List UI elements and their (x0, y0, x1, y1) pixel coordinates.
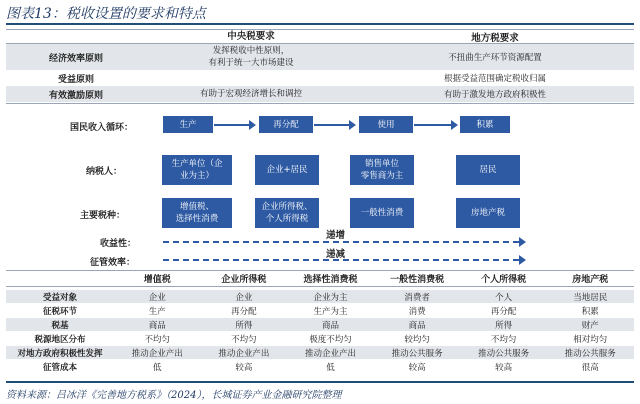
title-divider (6, 23, 634, 25)
header-property-tax: 房地产税 (572, 275, 609, 285)
label-revenue: 收益性： (100, 239, 137, 249)
table-cell: 低 (153, 362, 162, 373)
table-row (6, 318, 634, 331)
table-line (6, 103, 634, 104)
efficiency-trend-arrow (163, 259, 519, 261)
row-label: 税基 (51, 320, 69, 331)
taxpayer-box-production (162, 155, 232, 185)
table-cell: 较高 (408, 362, 426, 373)
table-cell: 再分配 (490, 306, 517, 317)
table-cell: 推动公共服务 (391, 348, 443, 359)
table-cell: 极度不均匀 (309, 334, 352, 345)
box-line: 选择性消费 (175, 214, 219, 224)
header-central-tax: 中央税要求 (227, 30, 275, 42)
table-cell: 推动企业产出 (304, 348, 356, 359)
box-line: 销售单位 (364, 159, 399, 169)
table-cell: 相对均匀 (573, 334, 608, 345)
table-cell: 推动企业产出 (218, 348, 270, 359)
label-efficiency: 征管效率： (90, 258, 136, 268)
row-label: 经济效率原则 (48, 53, 103, 64)
table-row (6, 332, 634, 345)
table-row (6, 304, 634, 317)
table-cell: 当地居民 (573, 292, 608, 303)
table-cell: 商品 (321, 320, 339, 331)
table-cell: 不均匀 (490, 334, 517, 345)
local-cell: 有助于激发地方政府积极性 (443, 90, 546, 100)
table-cell: 推动公共服务 (478, 348, 530, 359)
table-cell: 商品 (148, 320, 166, 331)
source-note: 资料来源：吕冰洋《完善地方税系》（2024），长城证券产业金融研究院整理 (6, 390, 342, 401)
footer-divider (6, 381, 634, 383)
table-row (6, 86, 634, 102)
table-cell: 消费 (408, 306, 426, 317)
tax-table-header (6, 272, 634, 285)
efficiency-trend-text: 递减 (326, 249, 346, 260)
table-cell: 企业 (148, 292, 166, 303)
table-row (6, 290, 634, 303)
tax-box-production (162, 198, 232, 228)
table-cell: 个人 (495, 292, 513, 303)
table-cell: 较高 (235, 362, 253, 373)
box-line: 企业所得税、 (261, 202, 313, 212)
table-cell: 积累 (581, 306, 599, 317)
header-corporate-income-tax: 企业所得税 (221, 275, 267, 285)
table-cell: 再分配 (231, 306, 257, 317)
flow-arrow (414, 124, 452, 126)
row-label: 对地方政府积极性发挥 (17, 348, 103, 359)
box-line: 零售商为主 (360, 171, 404, 181)
revenue-trend-arrow (163, 241, 519, 243)
taxpayer-box-redistribution: 企业+居民 (255, 155, 319, 185)
table-cell: 很高 (581, 362, 599, 373)
tax-box-redistribution (255, 198, 319, 228)
row-label: 有效激励原则 (48, 90, 103, 101)
box-line: 生产单位（企 (171, 159, 223, 169)
tax-box-usage: 一般性消费 (350, 198, 414, 228)
header-selective-consumption-tax: 选择性消费税 (303, 275, 358, 285)
arrow-head (519, 255, 526, 265)
central-cell (146, 45, 356, 69)
label-main-tax: 主要税种： (80, 211, 126, 221)
header-general-consumption-tax: 一般性消费税 (390, 275, 445, 285)
table-cell: 商品 (408, 320, 426, 331)
table-cell: 所得 (235, 320, 253, 331)
table-cell: 较高 (495, 362, 513, 373)
central-text-line: 有利于统一大市场建设 (208, 58, 294, 68)
box-line: 业为主） (179, 171, 214, 181)
header-vat: 增值税 (143, 275, 171, 285)
central-cell: 有助于宏观经济增长和调控 (199, 89, 302, 99)
cycle-box-redistribution: 再分配 (259, 116, 313, 133)
table-cell: 财产 (581, 320, 599, 331)
tax-box-accumulation: 房地产税 (456, 198, 520, 228)
row-label: 征税环节 (42, 306, 77, 317)
row-label: 受益原则 (57, 74, 94, 85)
box-line: 增值税、 (179, 202, 214, 212)
revenue-trend-text: 递增 (326, 230, 346, 241)
row-label: 受益对象 (42, 292, 77, 303)
table-row (6, 70, 634, 86)
row-label: 税源地区分布 (34, 334, 86, 345)
table-cell: 企业为主 (313, 292, 348, 303)
figure-title: 图表13：税收设置的要求和特点 (6, 6, 206, 22)
table-cell: 推动公共服务 (564, 348, 616, 359)
label-taxpayer: 纳税人： (86, 167, 123, 177)
table-cell: 消费者 (404, 292, 430, 303)
central-text-line: 发挥税收中性原则， (212, 46, 290, 56)
table-header-row (6, 30, 634, 43)
table-row (6, 360, 634, 373)
taxpayer-box-usage (350, 155, 414, 185)
table-cell: 推动企业产出 (131, 348, 183, 359)
table-cell: 生产 (148, 306, 166, 317)
local-cell: 根据受益范围确定税收归属 (443, 74, 546, 84)
table-cell: 所得 (495, 320, 513, 331)
table-cell: 不均匀 (231, 334, 257, 345)
cycle-box-production: 生产 (163, 116, 213, 133)
label-income-cycle: 国民收入循环： (70, 123, 134, 133)
table-line (6, 286, 634, 287)
header-local-tax: 地方税要求 (471, 32, 519, 44)
flow-arrow (214, 124, 250, 126)
table-line (6, 270, 634, 271)
arrow-head (519, 237, 526, 247)
table-cell: 生产为主 (313, 306, 348, 317)
taxpayer-box-accumulation: 居民 (456, 155, 520, 185)
cycle-box-accumulation: 积累 (460, 116, 510, 133)
table-row (6, 346, 634, 359)
table-row (6, 44, 634, 70)
row-label: 征管成本 (42, 362, 77, 373)
table-cell: 低 (326, 362, 335, 373)
table-cell: 企业 (235, 292, 253, 303)
table-cell: 较均匀 (404, 334, 430, 345)
table-cell: 不均匀 (144, 334, 171, 345)
flow-arrow (314, 124, 350, 126)
header-personal-income-tax: 个人所得税 (481, 275, 527, 285)
local-cell: 不扭曲生产环节资源配置 (448, 53, 542, 63)
cycle-box-usage: 使用 (359, 116, 413, 133)
box-line: 个人所得税 (265, 214, 309, 224)
